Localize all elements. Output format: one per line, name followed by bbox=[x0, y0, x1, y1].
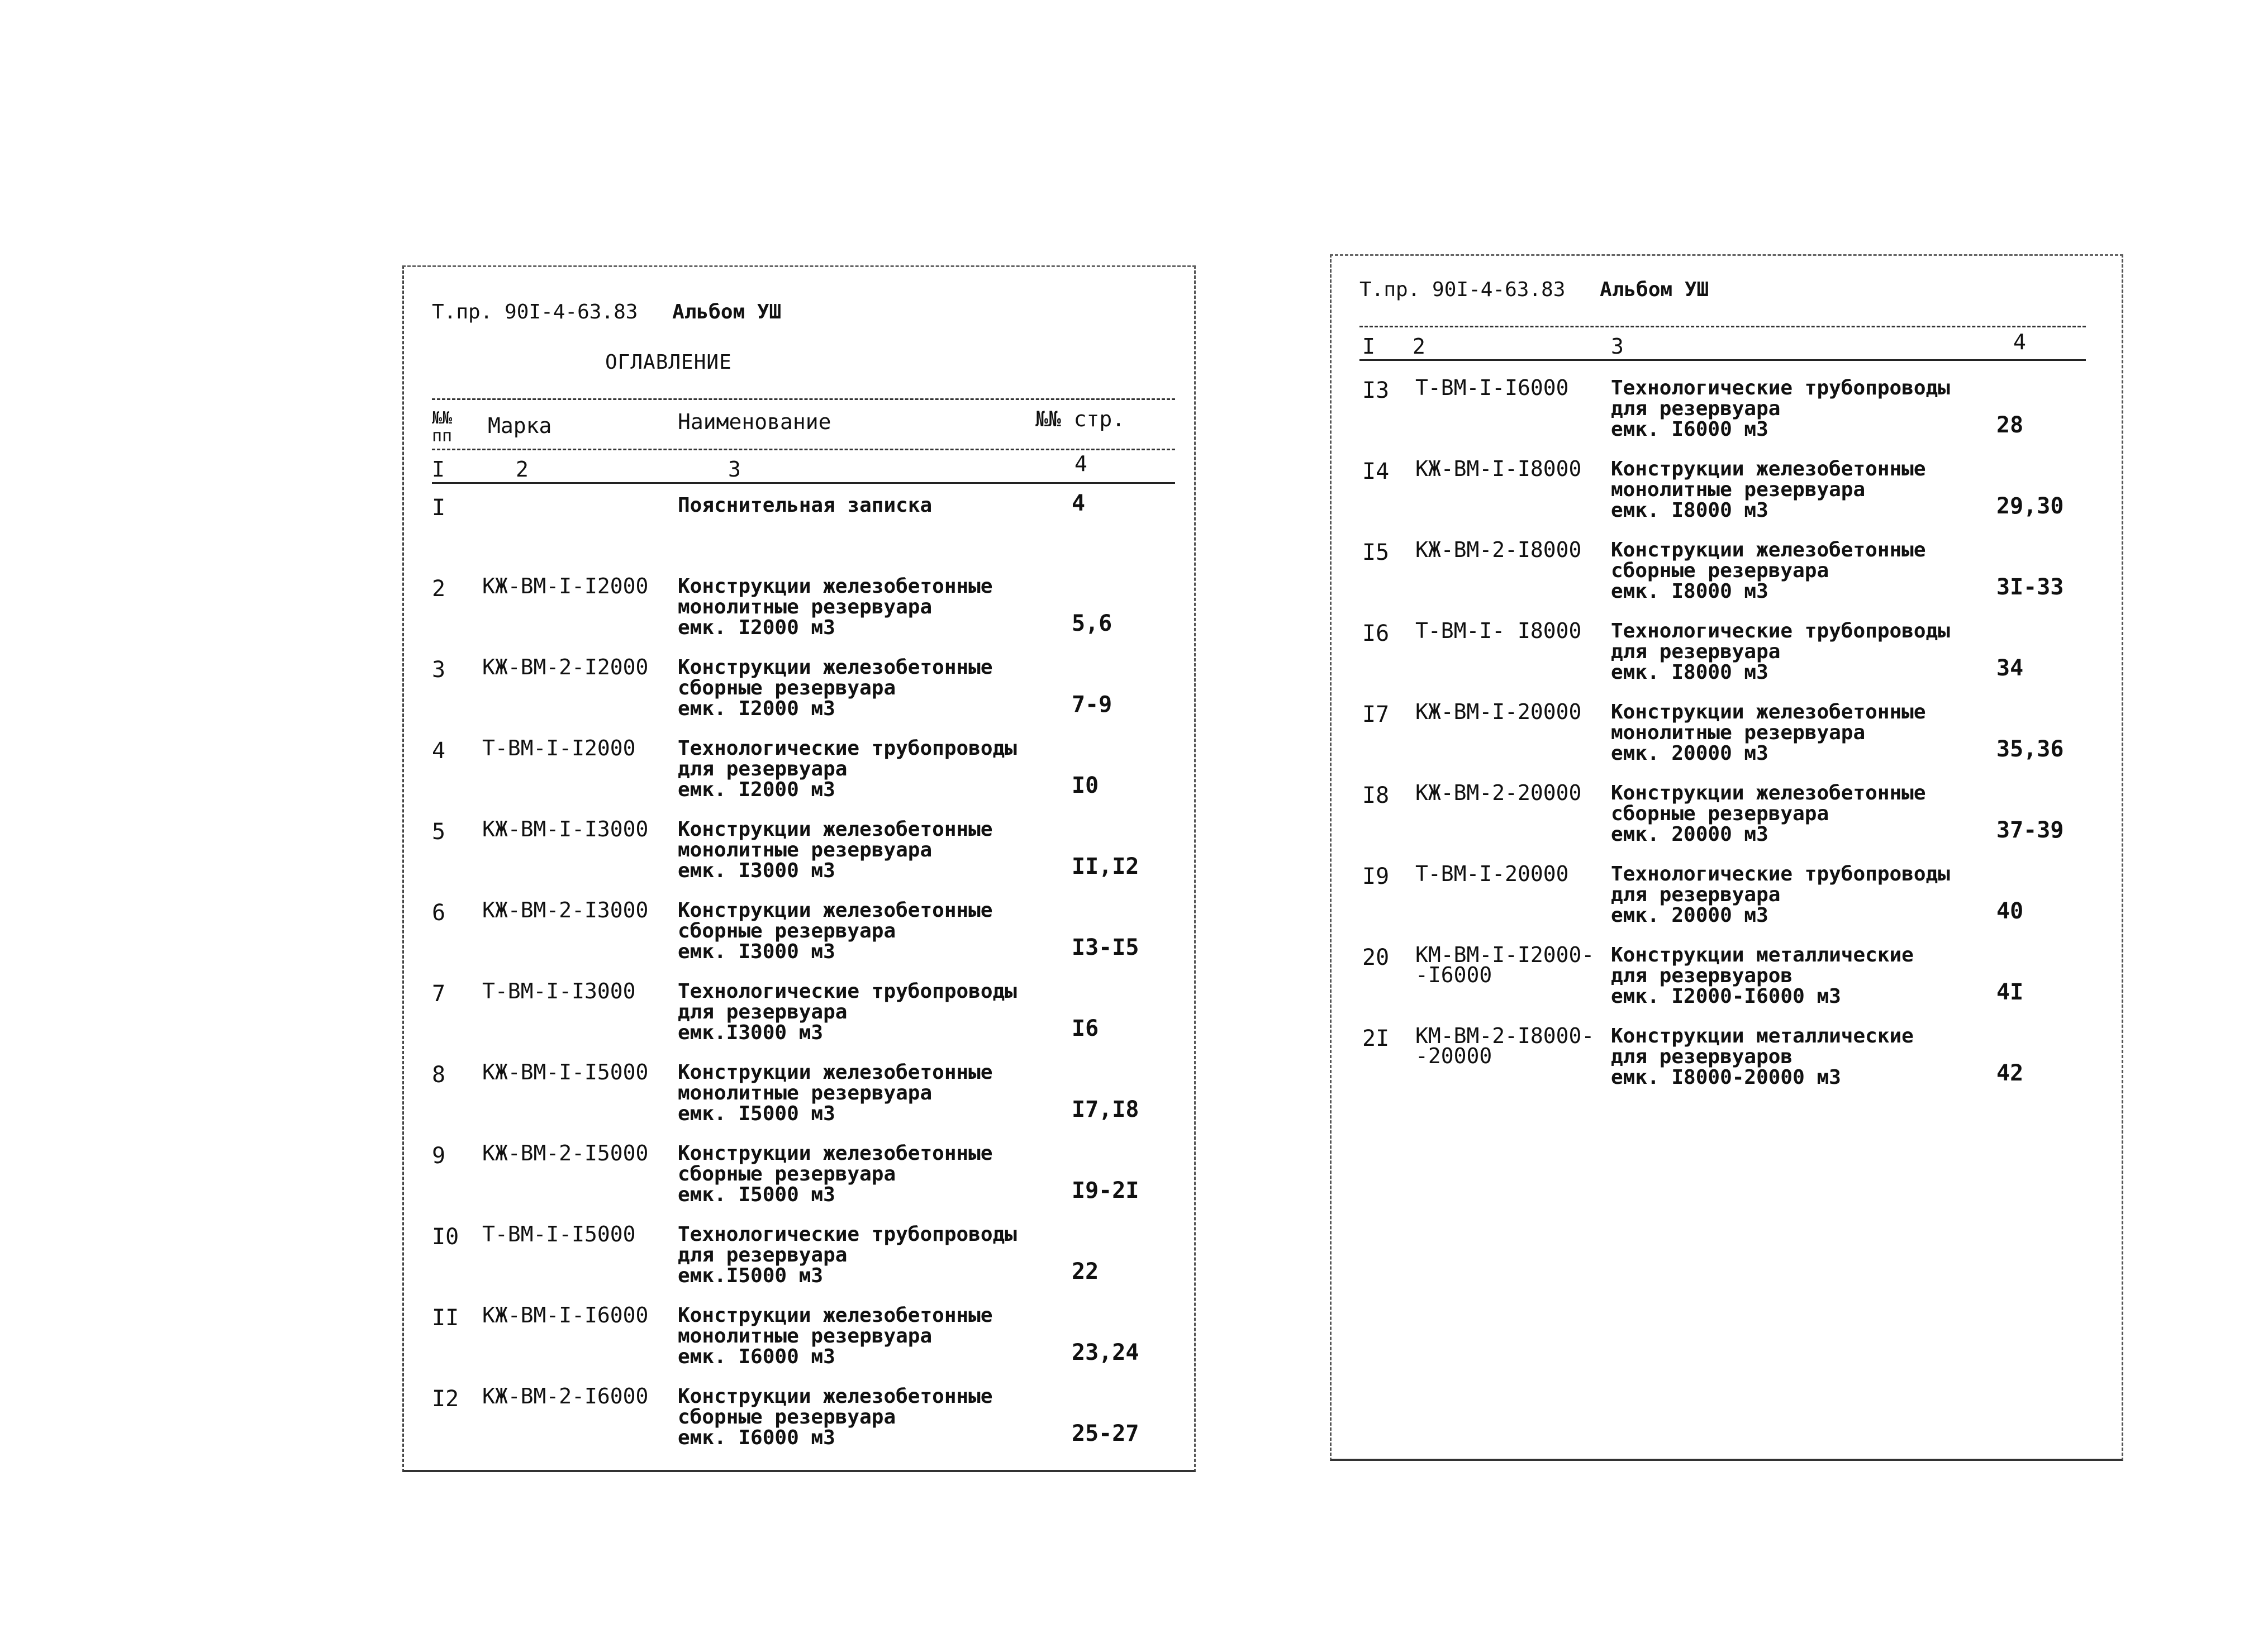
column-number-2: 2 bbox=[1413, 334, 1425, 359]
row-name-line: емк. I8000 м3 bbox=[1611, 580, 1768, 603]
row-name bbox=[678, 1305, 993, 1367]
row-mark: КЖ-ВМ-I-I6000 bbox=[482, 1303, 649, 1327]
document-header bbox=[1359, 278, 1709, 301]
row-name-line: для резервуара bbox=[678, 1244, 848, 1267]
column-number-4: 4 bbox=[1074, 451, 1087, 476]
row-number: I5 bbox=[1362, 540, 1390, 565]
row-name-line: Конструкции железобетонные bbox=[678, 1061, 993, 1084]
row-name bbox=[678, 981, 1017, 1043]
row-page: 3I-33 bbox=[1996, 574, 2064, 600]
row-name-line: для резервуара bbox=[678, 1001, 848, 1024]
row-mark: КЖ-ВМ-2-I3000 bbox=[482, 898, 649, 922]
row-name-line: Конструкции железобетонные bbox=[1611, 701, 1926, 723]
toc-row bbox=[1332, 778, 2122, 859]
row-page: 35,36 bbox=[1996, 736, 2064, 762]
row-number: 7 bbox=[432, 981, 446, 1007]
row-name-line: для резервуара bbox=[1611, 640, 1781, 663]
row-name-line: монолитные резервуара bbox=[1611, 478, 1866, 501]
row-name-line: емк. I2000-I6000 м3 bbox=[1611, 985, 1841, 1008]
row-mark: КМ-ВМ-I-I2000- -I6000 bbox=[1415, 942, 1595, 987]
row-mark: КЖ-ВМ-2-20000 bbox=[1415, 780, 1582, 805]
row-mark: КЖ-ВМ-I-I5000 bbox=[482, 1060, 649, 1084]
row-name-line: Конструкции металлические bbox=[1611, 1025, 1914, 1048]
row-name-line: Пояснительная записка bbox=[678, 494, 933, 517]
row-page: 25-27 bbox=[1072, 1421, 1139, 1446]
row-name-line: Технологические трубопроводы bbox=[678, 1223, 1017, 1246]
column-header-name: Наименование bbox=[678, 410, 831, 434]
row-name bbox=[1611, 378, 1950, 440]
row-page: I9-2I bbox=[1072, 1178, 1139, 1203]
row-name-line: для резервуара bbox=[678, 758, 848, 780]
row-page: 42 bbox=[1996, 1060, 2024, 1086]
row-page: I7,I8 bbox=[1072, 1097, 1139, 1122]
row-name bbox=[1611, 945, 1914, 1007]
row-number: I3 bbox=[1362, 378, 1390, 403]
row-name-line: емк. I3000 м3 bbox=[678, 859, 835, 882]
row-number: 2 bbox=[432, 576, 446, 602]
row-number: 8 bbox=[432, 1062, 446, 1088]
row-name bbox=[1611, 1026, 1914, 1088]
row-name bbox=[1611, 621, 1950, 683]
row-name-line: емк. I8000 м3 bbox=[1611, 499, 1768, 522]
document-header bbox=[432, 301, 781, 323]
toc-row bbox=[1332, 616, 2122, 697]
row-page: I6 bbox=[1072, 1016, 1099, 1041]
row-page: 7-9 bbox=[1072, 692, 1112, 717]
row-number: 5 bbox=[432, 819, 446, 845]
row-mark: КЖ-ВМ-2-I2000 bbox=[482, 655, 649, 679]
row-name-line: Технологические трубопроводы bbox=[678, 737, 1017, 760]
column-header-page: №№ стр. bbox=[1035, 407, 1125, 431]
row-name-line: емк. 20000 м3 bbox=[1611, 904, 1768, 927]
row-name-line: емк. I6000 м3 bbox=[678, 1426, 835, 1449]
row-name-line: Конструкции железобетонные bbox=[678, 1385, 993, 1408]
toc-row bbox=[404, 896, 1194, 977]
row-name-line: емк. I8000 м3 bbox=[1611, 661, 1768, 684]
row-name-line: монолитные резервуара bbox=[678, 1082, 933, 1105]
row-page: 5,6 bbox=[1072, 611, 1112, 636]
row-page: 23,24 bbox=[1072, 1340, 1139, 1365]
row-name-line: монолитные резервуара bbox=[1611, 721, 1866, 744]
row-name-line: для резервуаров bbox=[1611, 964, 1793, 987]
row-name bbox=[678, 657, 993, 719]
document-code: Т.пр. 90I-4-63.83 bbox=[1359, 278, 1566, 301]
row-name-line: Конструкции железобетонные bbox=[678, 899, 993, 922]
toc-row bbox=[404, 653, 1194, 734]
row-name bbox=[678, 1224, 1017, 1286]
row-mark: КМ-ВМ-2-I8000- -20000 bbox=[1415, 1024, 1595, 1068]
row-page: I3-I5 bbox=[1072, 935, 1139, 960]
row-name-line: емк. I8000-20000 м3 bbox=[1611, 1066, 1841, 1089]
row-mark: Т-ВМ-I-I3000 bbox=[482, 979, 636, 1003]
row-name-line: Конструкции железобетонные bbox=[1611, 458, 1926, 480]
row-name bbox=[678, 1062, 993, 1124]
row-name bbox=[678, 1143, 993, 1205]
row-name bbox=[678, 738, 1017, 800]
right-page bbox=[1330, 254, 2123, 1461]
toc-title: ОГЛАВЛЕНИЕ bbox=[605, 351, 732, 374]
row-name-line: сборные резервуара bbox=[678, 1163, 896, 1186]
row-page: 37-39 bbox=[1996, 817, 2064, 843]
document-code: Т.пр. 90I-4-63.83 bbox=[432, 301, 638, 323]
row-mark: Т-ВМ-I-I5000 bbox=[482, 1222, 636, 1246]
row-name-line: для резервуара bbox=[1611, 883, 1781, 906]
row-number: 6 bbox=[432, 900, 446, 926]
row-number: I0 bbox=[432, 1224, 459, 1250]
column-number-2: 2 bbox=[516, 457, 529, 482]
toc-row bbox=[404, 1301, 1194, 1382]
toc-row bbox=[1332, 1021, 2122, 1102]
row-name bbox=[1611, 864, 1950, 926]
toc-row bbox=[1332, 373, 2122, 454]
column-number-3: 3 bbox=[1611, 334, 1624, 359]
column-number-1: I bbox=[1362, 334, 1375, 359]
row-number: I bbox=[432, 495, 446, 521]
row-mark: Т-ВМ-I-I6000 bbox=[1415, 375, 1569, 400]
row-page: 34 bbox=[1996, 655, 2024, 681]
row-name-line: емк. 20000 м3 bbox=[1611, 742, 1768, 765]
row-name-line: емк.I5000 м3 bbox=[678, 1264, 824, 1287]
row-page: 29,30 bbox=[1996, 493, 2064, 519]
row-name-line: Конструкции железобетонные bbox=[1611, 539, 1926, 561]
row-name-line: Конструкции железобетонные bbox=[1611, 782, 1926, 805]
row-page: 28 bbox=[1996, 412, 2024, 438]
row-name-line: Конструкции железобетонные bbox=[678, 818, 993, 841]
toc-row bbox=[1332, 940, 2122, 1021]
row-name-line: сборные резервуара bbox=[678, 677, 896, 699]
row-number: 2I bbox=[1362, 1026, 1390, 1051]
toc-row bbox=[404, 1139, 1194, 1220]
row-page: I0 bbox=[1072, 773, 1099, 798]
row-name-line: монолитные резервуара bbox=[678, 596, 933, 618]
row-mark: КЖ-ВМ-I-20000 bbox=[1415, 699, 1582, 724]
row-name-line: емк. I2000 м3 bbox=[678, 616, 835, 639]
row-number: I6 bbox=[1362, 621, 1390, 646]
row-mark: Т-ВМ-I-I2000 bbox=[482, 736, 636, 760]
row-name-line: для резервуаров bbox=[1611, 1045, 1793, 1068]
row-name-line: Конструкции металлические bbox=[1611, 944, 1914, 967]
row-name-line: Технологические трубопроводы bbox=[1611, 620, 1950, 642]
row-name-line: емк. I5000 м3 bbox=[678, 1183, 835, 1206]
toc-row bbox=[1332, 859, 2122, 940]
album-label: Альбом УШ bbox=[672, 301, 782, 323]
row-page: 22 bbox=[1072, 1259, 1099, 1284]
row-page: 4I bbox=[1996, 979, 2024, 1005]
row-name-line: емк. I6000 м3 bbox=[678, 1345, 835, 1368]
row-name-line: сборные резервуара bbox=[678, 1406, 896, 1429]
row-mark: КЖ-ВМ-2-I5000 bbox=[482, 1141, 649, 1165]
toc-row bbox=[404, 734, 1194, 815]
row-number: I8 bbox=[1362, 783, 1390, 808]
row-name-line: емк. 20000 м3 bbox=[1611, 823, 1768, 846]
toc-row bbox=[404, 572, 1194, 653]
album-label: Альбом УШ bbox=[1600, 278, 1709, 301]
row-name-line: Конструкции железобетонные bbox=[678, 575, 993, 598]
row-number: 3 bbox=[432, 657, 446, 683]
row-name-line: емк.I3000 м3 bbox=[678, 1021, 824, 1044]
row-name bbox=[678, 576, 993, 638]
column-header-no: №№ пп bbox=[432, 408, 453, 446]
row-mark: Т-ВМ-I- I8000 bbox=[1415, 618, 1582, 643]
row-name bbox=[1611, 783, 1926, 845]
column-number-4: 4 bbox=[2013, 330, 2026, 354]
row-page: 40 bbox=[1996, 898, 2024, 924]
left-page bbox=[402, 265, 1196, 1472]
row-name bbox=[678, 900, 993, 962]
row-number: II bbox=[432, 1305, 459, 1331]
row-name bbox=[1611, 702, 1926, 764]
row-number: I9 bbox=[1362, 864, 1390, 889]
row-name-line: емк. I3000 м3 bbox=[678, 940, 835, 963]
toc-row bbox=[404, 1382, 1194, 1463]
row-name-line: Технологические трубопроводы bbox=[1611, 863, 1950, 886]
row-name-line: Технологические трубопроводы bbox=[678, 980, 1017, 1003]
row-number: 9 bbox=[432, 1143, 446, 1169]
row-name-line: сборные резервуара bbox=[678, 920, 896, 942]
row-mark: КЖ-ВМ-2-I8000 bbox=[1415, 537, 1582, 562]
row-name-line: емк. I5000 м3 bbox=[678, 1102, 835, 1125]
row-name-line: сборные резервуара bbox=[1611, 802, 1829, 825]
header-top-rule bbox=[432, 398, 1175, 400]
header-mid-rule bbox=[432, 449, 1175, 450]
column-header-mark: Марка bbox=[488, 413, 552, 438]
row-name-line: Конструкции железобетонные bbox=[678, 1304, 993, 1327]
toc-row bbox=[1332, 454, 2122, 535]
toc-row bbox=[1332, 535, 2122, 616]
row-mark: КЖ-ВМ-I-I2000 bbox=[482, 574, 649, 598]
toc-row bbox=[404, 815, 1194, 896]
header-top-rule bbox=[1359, 326, 2086, 327]
row-name-line: для резервуара bbox=[1611, 397, 1781, 420]
row-page: II,I2 bbox=[1072, 854, 1139, 879]
row-name-line: Технологические трубопроводы bbox=[1611, 377, 1950, 399]
row-name bbox=[678, 1386, 993, 1448]
row-mark: КЖ-ВМ-I-I8000 bbox=[1415, 456, 1582, 481]
row-mark: КЖ-ВМ-I-I3000 bbox=[482, 817, 649, 841]
header-bottom-rule bbox=[432, 482, 1175, 484]
row-name bbox=[678, 495, 932, 516]
row-number: I4 bbox=[1362, 459, 1390, 484]
header-bottom-rule bbox=[1359, 359, 2086, 361]
toc-row bbox=[404, 977, 1194, 1058]
row-number: I2 bbox=[432, 1386, 459, 1412]
row-name-line: монолитные резервуара bbox=[678, 1325, 933, 1348]
toc-row bbox=[404, 1220, 1194, 1301]
row-number: 20 bbox=[1362, 945, 1390, 970]
row-name-line: емк. I6000 м3 bbox=[1611, 418, 1768, 441]
row-name-line: монолитные резервуара bbox=[678, 839, 933, 861]
column-number-1: I bbox=[432, 457, 445, 482]
row-mark: КЖ-ВМ-2-I6000 bbox=[482, 1384, 649, 1408]
row-number: 4 bbox=[432, 738, 446, 764]
row-mark: Т-ВМ-I-20000 bbox=[1415, 861, 1569, 886]
row-number: I7 bbox=[1362, 702, 1390, 727]
row-name bbox=[1611, 459, 1926, 521]
toc-row bbox=[1332, 697, 2122, 778]
row-name-line: Конструкции железобетонные bbox=[678, 656, 993, 679]
row-name bbox=[678, 819, 993, 881]
row-name-line: емк. I2000 м3 bbox=[678, 697, 835, 720]
row-name-line: Конструкции железобетонные bbox=[678, 1142, 993, 1165]
toc-row bbox=[404, 1058, 1194, 1139]
row-name-line: сборные резервуара bbox=[1611, 559, 1829, 582]
row-name-line: емк. I2000 м3 bbox=[678, 778, 835, 801]
toc-row bbox=[404, 491, 1194, 572]
row-page: 4 bbox=[1072, 491, 1086, 516]
column-number-3: 3 bbox=[728, 457, 741, 482]
row-name bbox=[1611, 540, 1926, 602]
